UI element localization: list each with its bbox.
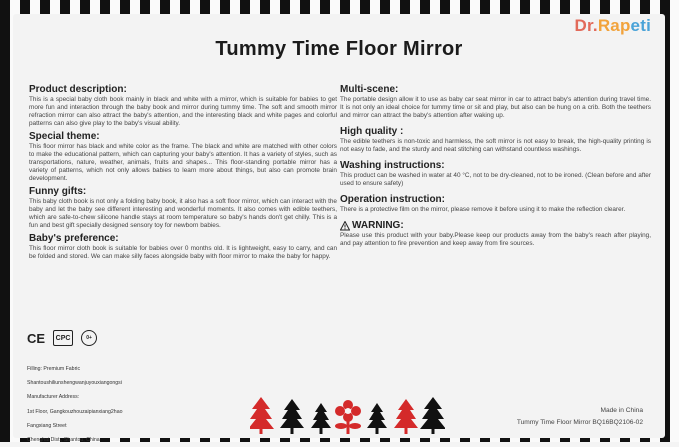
warning-text: Please use this product with your baby.Please keep our products away from the baby's reach after playing, and pay attention to fire prevention and keep away from fire sources.	[340, 232, 651, 247]
brand-part-1: Dr.	[574, 16, 598, 35]
age-mark-icon: 0+	[81, 330, 97, 346]
section-operation-instruction	[340, 194, 651, 214]
section-warning	[340, 220, 651, 248]
manufacturer-line: Fangxiang Street	[27, 422, 67, 429]
certification-marks	[27, 330, 97, 346]
warning-heading-row	[340, 220, 651, 232]
left-column	[29, 84, 337, 264]
section-babys-preference	[29, 233, 337, 261]
section-product-description	[29, 84, 337, 128]
black-tree-icon	[311, 403, 331, 434]
section-text: This floor mirror cloth book is suitable for babies over 0 months old. It is lightweight, easy to carry, and can be folded and stored. We can make silly faces alongside baby with floor mirror to make the baby for happy.	[29, 245, 337, 260]
red-flower-icon	[335, 400, 361, 434]
black-tree-icon	[420, 397, 445, 434]
section-text: The edible teethers is non-toxic and harmless, the soft mirror is not easy to break, the high-quality printing is not easy to fade, and the sturdy and neat stitching can withstand countless washings.	[340, 138, 651, 153]
section-washing-instructions	[340, 160, 651, 188]
brand-part-2: Rap	[597, 16, 631, 35]
section-heading: Product description:	[29, 84, 127, 95]
product-title: Tummy Time Floor Mirror	[215, 38, 463, 60]
section-funny-gifts	[29, 186, 337, 230]
warning-triangle-icon	[340, 221, 350, 231]
section-heading: Operation instruction:	[340, 194, 445, 205]
section-text: There is a protective film on the mirror, please remove it before using it to make the reflection clearer.	[340, 206, 626, 213]
section-text: This is a special baby cloth book mainly in black and white with a mirror, which is suitable for babies to get more fun and interaction through the baby book and mirror during tummy time. The soft and smooth mirror refraction mirror can also attract the baby's attention, and the interesting black and white pages and colorful patterns can also give play to the baby's visual ability.	[29, 96, 337, 127]
model-number: Tummy Time Floor Mirror BQ16BQ2106-02	[516, 419, 643, 426]
made-in-china: Made in China	[600, 407, 643, 414]
trees-illustration	[250, 395, 445, 435]
manufacturer-line: Filling: Premium Fabric	[27, 366, 81, 372]
right-column	[340, 84, 651, 254]
manufacturer-line: 1st Floor, Gangkouzhouzaipianxiang2hao	[27, 408, 123, 415]
manufacturer-line: Chenghai Dist., Shantou, China	[27, 437, 100, 444]
red-tree-icon	[250, 397, 274, 434]
brand-part-3: eti	[630, 16, 651, 35]
manufacturer-info	[27, 362, 227, 447]
section-heading: Funny gifts:	[29, 186, 87, 197]
section-special-theme	[29, 131, 337, 183]
cpc-mark-icon: CPC	[53, 330, 73, 346]
section-text: This floor mirror has black and white color as the frame. The black and white are matched with other colors to make the educational pattern, which can capturing your baby's attention. It has a variety of styles, such as transportations, nature, weather, animals, fruits and shapes... This floor-standing portable mirror has a variety of patterns, which not only allows babies to learn more about things, but also can promote brain development.	[29, 143, 337, 182]
red-tree-icon	[394, 399, 418, 434]
manufacturer-line: Shantoushiliunshengwanjuyouxiangongsi	[27, 380, 122, 387]
manufacturer-line: Manufacturer Address:	[27, 394, 80, 401]
section-text: The portable design allow it to use as baby car seat mirror in car to attract baby's attention during travel time. It is not only an ideal choice for tummy time or sit and play, but also can be hung on a crib. Both the teethers and mirror can attract the baby's attention after waking up.	[340, 96, 651, 119]
section-heading: Multi-scene:	[340, 84, 399, 95]
ce-mark-icon: CE	[27, 330, 46, 346]
black-tree-icon	[280, 399, 304, 434]
section-heading: Special theme:	[29, 131, 100, 142]
section-text: This product can be washed in water at 40 °C, not to be dry-cleaned, not to be ironed. (Clean before and after used to ensure safety)	[340, 172, 651, 187]
section-text: This baby cloth book is not only a folding baby book, it also has a soft floor mirror, which can interact with the baby and let the baby see different interesting and wonderful moments. It also comes with edible teethers, which are safe-to-chew silicone handle stays at room temperature so baby's hands don't get chilly. This is a fun and best gift specially designed sensory toy for newborn babies.	[29, 198, 337, 229]
section-heading: Baby's preference:	[29, 233, 119, 244]
box-panel	[13, 14, 665, 444]
section-heading: Washing instructions:	[340, 160, 445, 171]
section-multi-scene	[340, 84, 651, 120]
section-heading: High quality :	[340, 126, 404, 137]
brand-logo	[575, 16, 651, 36]
black-tree-icon	[367, 403, 387, 434]
warning-heading: WARNING:	[352, 220, 404, 231]
section-high-quality	[340, 126, 651, 154]
made-in-info	[517, 406, 643, 428]
